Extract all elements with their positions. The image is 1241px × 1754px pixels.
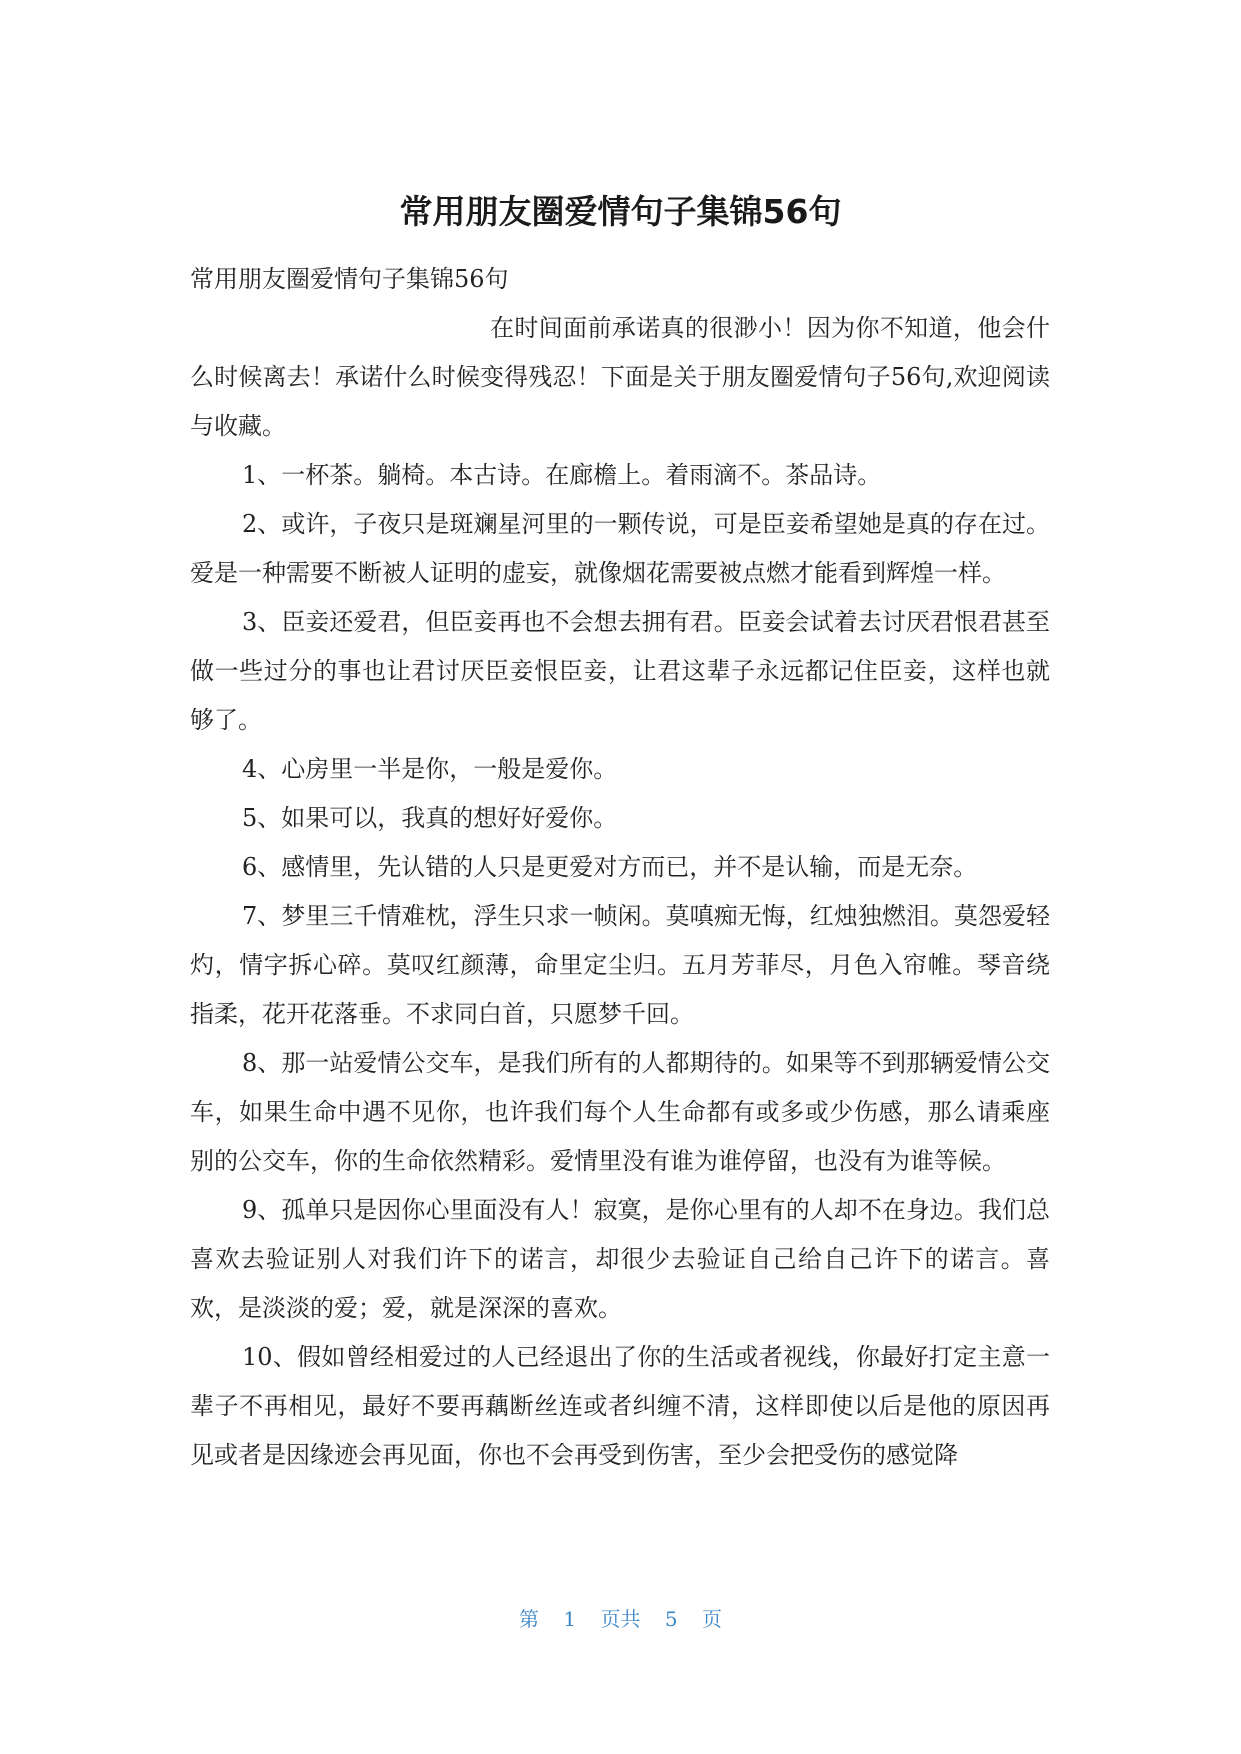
footer-suffix: 页 [701,1607,722,1631]
intro-paragraph: 在时间面前承诺真的很渺小！因为你不知道，他会什么时候离去！承诺什么时候变得残忍！下面是关于朋友圈爱情句子56句,欢迎阅读与收藏。 [190,314,1050,440]
footer-prefix: 第 [519,1607,540,1631]
list-item: 10、假如曾经相爱过的人已经退出了你的生活或者视线，你最好打定主意一辈子不再相见，最好不要再藕断丝连或者纠缠不清，这样即使以后是他的原因再见或者是因缘迹会再见面，你也不会再受到伤害，至少会把受伤的感觉降 [190,1343,1050,1469]
list-item: 4、心房里一半是你，一般是爱你。 [242,755,618,783]
page-footer [0,1604,1241,1634]
document-subtitle: 常用朋友圈爱情句子集锦56句 [190,265,509,293]
list-item: 1、一杯茶。躺椅。本古诗。在廊檐上。着雨滴不。茶品诗。 [242,461,882,489]
list-item: 5、如果可以，我真的想好好爱你。 [242,804,618,832]
page-title: 常用朋友圈爱情句子集锦56句 [399,192,842,231]
page-number-total: 5 [664,1607,678,1631]
list-item: 8、那一站爱情公交车，是我们所有的人都期待的。如果等不到那辆爱情公交车，如果生命中遇不见你，也许我们每个人生命都有或多或少伤感，那么请乘座别的公交车，你的生命依然精彩。爱情里没有谁为谁停留，也没有为谁等候。 [190,1049,1050,1175]
list-item: 9、孤单只是因你心里面没有人！寂寞，是你心里有的人却不在身边。我们总喜欢去验证别人对我们许下的诺言，却很少去验证自己给自己许下的诺言。喜欢，是淡淡的爱；爱，就是深深的喜欢。 [190,1196,1050,1322]
list-item: 3、臣妾还爱君，但臣妾再也不会想去拥有君。臣妾会试着去讨厌君恨君甚至做一些过分的事也让君讨厌臣妾恨臣妾，让君这辈子永远都记住臣妾，这样也就够了。 [190,608,1050,734]
document-body [190,255,1050,1480]
footer-middle: 页共 [600,1607,641,1631]
list-item: 2、或许，子夜只是斑斓星河里的一颗传说，可是臣妾希望她是真的存在过。爱是一种需要不断被人证明的虚妄，就像烟花需要被点燃才能看到辉煌一样。 [190,510,1050,587]
page-number-current: 1 [563,1607,577,1631]
list-item: 7、梦里三千情难枕，浮生只求一帧闲。莫嗔痴无悔，红烛独燃泪。莫怨爱轻灼，情字拆心碎。莫叹红颜薄，命里定尘归。五月芳菲尽，月色入帘帷。琴音绕指柔，花开花落垂。不求同白首，只愿梦千回。 [190,902,1050,1028]
list-item: 6、感情里，先认错的人只是更爱对方而已，并不是认输，而是无奈。 [242,853,978,881]
